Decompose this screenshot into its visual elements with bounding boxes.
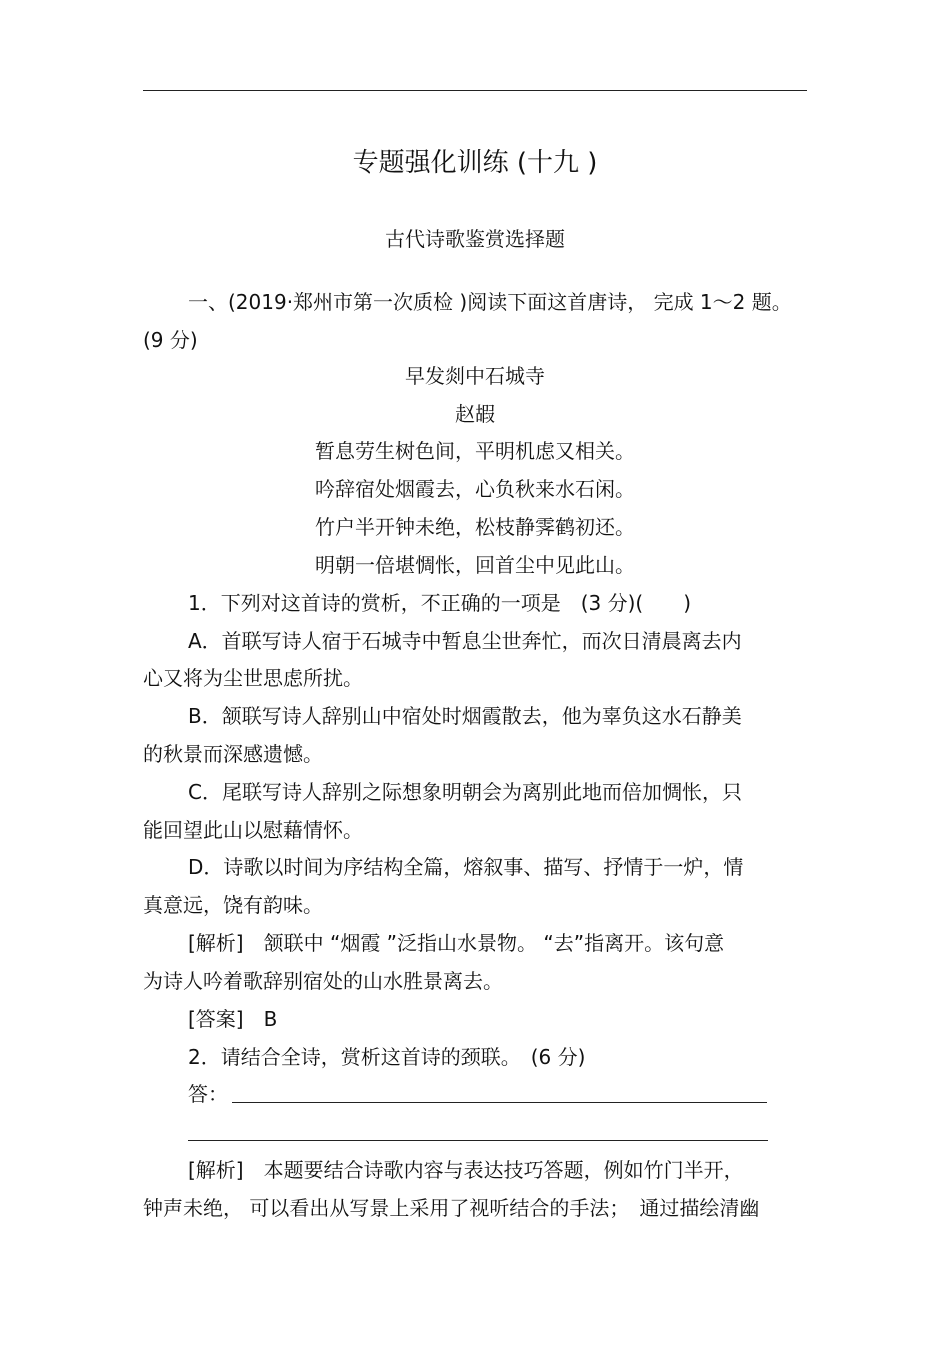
section-intro: 一、(2019·郑州市第一次质检 )阅读下面这首唐诗， 完成 1～2 题。 (188, 290, 792, 314)
poem-title: 早发剡中石城寺 (405, 364, 545, 388)
option-c-line-2: 能回望此山以慰藉情怀。 (143, 818, 363, 842)
answer-blank-line (188, 1140, 768, 1141)
answer-label: 答： (188, 1082, 228, 1106)
question-2-analysis-line-1: [解析] 本题要结合诗歌内容与表达技巧答题，例如竹门半开， (188, 1158, 744, 1182)
poem-line: 吟辞宿处烟霞去，心负秋来水石闲。 (315, 477, 635, 501)
poem-line: 暂息劳生树色间，平明机虑又相关。 (315, 439, 635, 463)
page-title: 专题强化训练 (十九 ) (352, 148, 598, 178)
option-b-line-1: B．颔联写诗人辞别山中宿处时烟霞散去，他为辜负这水石静美 (188, 704, 742, 728)
header-rule (143, 90, 807, 91)
option-d-line-2: 真意远，饶有韵味。 (143, 893, 323, 917)
section-score: (9 分) (143, 328, 198, 352)
poem-author: 赵嘏 (455, 402, 495, 426)
option-a-line-2: 心又将为尘世思虑所扰。 (143, 666, 363, 690)
question-1-answer: [答案] B (188, 1007, 278, 1031)
poem-line: 竹户半开钟未绝，松枝静霁鹤初还。 (315, 515, 635, 539)
question-1-stem: 1．下列对这首诗的赏析，不正确的一项是 (3 分)( ) (188, 591, 692, 615)
option-c-line-1: C．尾联写诗人辞别之际想象明朝会为离别此地而倍加惆怅，只 (188, 780, 742, 804)
answer-blank-line (232, 1102, 767, 1103)
option-d-line-1: D．诗歌以时间为序结构全篇，熔叙事、描写、抒情于一炉，情 (188, 855, 744, 879)
poem-line: 明朝一倍堪惆怅，回首尘中见此山。 (315, 553, 635, 577)
question-1-analysis-line-2: 为诗人吟着歌辞别宿处的山水胜景离去。 (143, 969, 503, 993)
question-2-stem: 2．请结合全诗，赏析这首诗的颈联。 (6 分) (188, 1045, 586, 1069)
option-b-line-2: 的秋景而深感遗憾。 (143, 742, 323, 766)
question-2-analysis-line-2: 钟声未绝， 可以看出从写景上采用了视听结合的手法； 通过描绘清幽 (143, 1196, 760, 1220)
page-subtitle: 古代诗歌鉴赏选择题 (385, 227, 565, 251)
question-1-analysis-line-1: [解析] 颔联中 “烟霞 ”泛指山水景物。 “去”指离开。该句意 (188, 931, 725, 955)
option-a-line-1: A．首联写诗人宿于石城寺中暂息尘世奔忙，而次日清晨离去内 (188, 629, 742, 653)
